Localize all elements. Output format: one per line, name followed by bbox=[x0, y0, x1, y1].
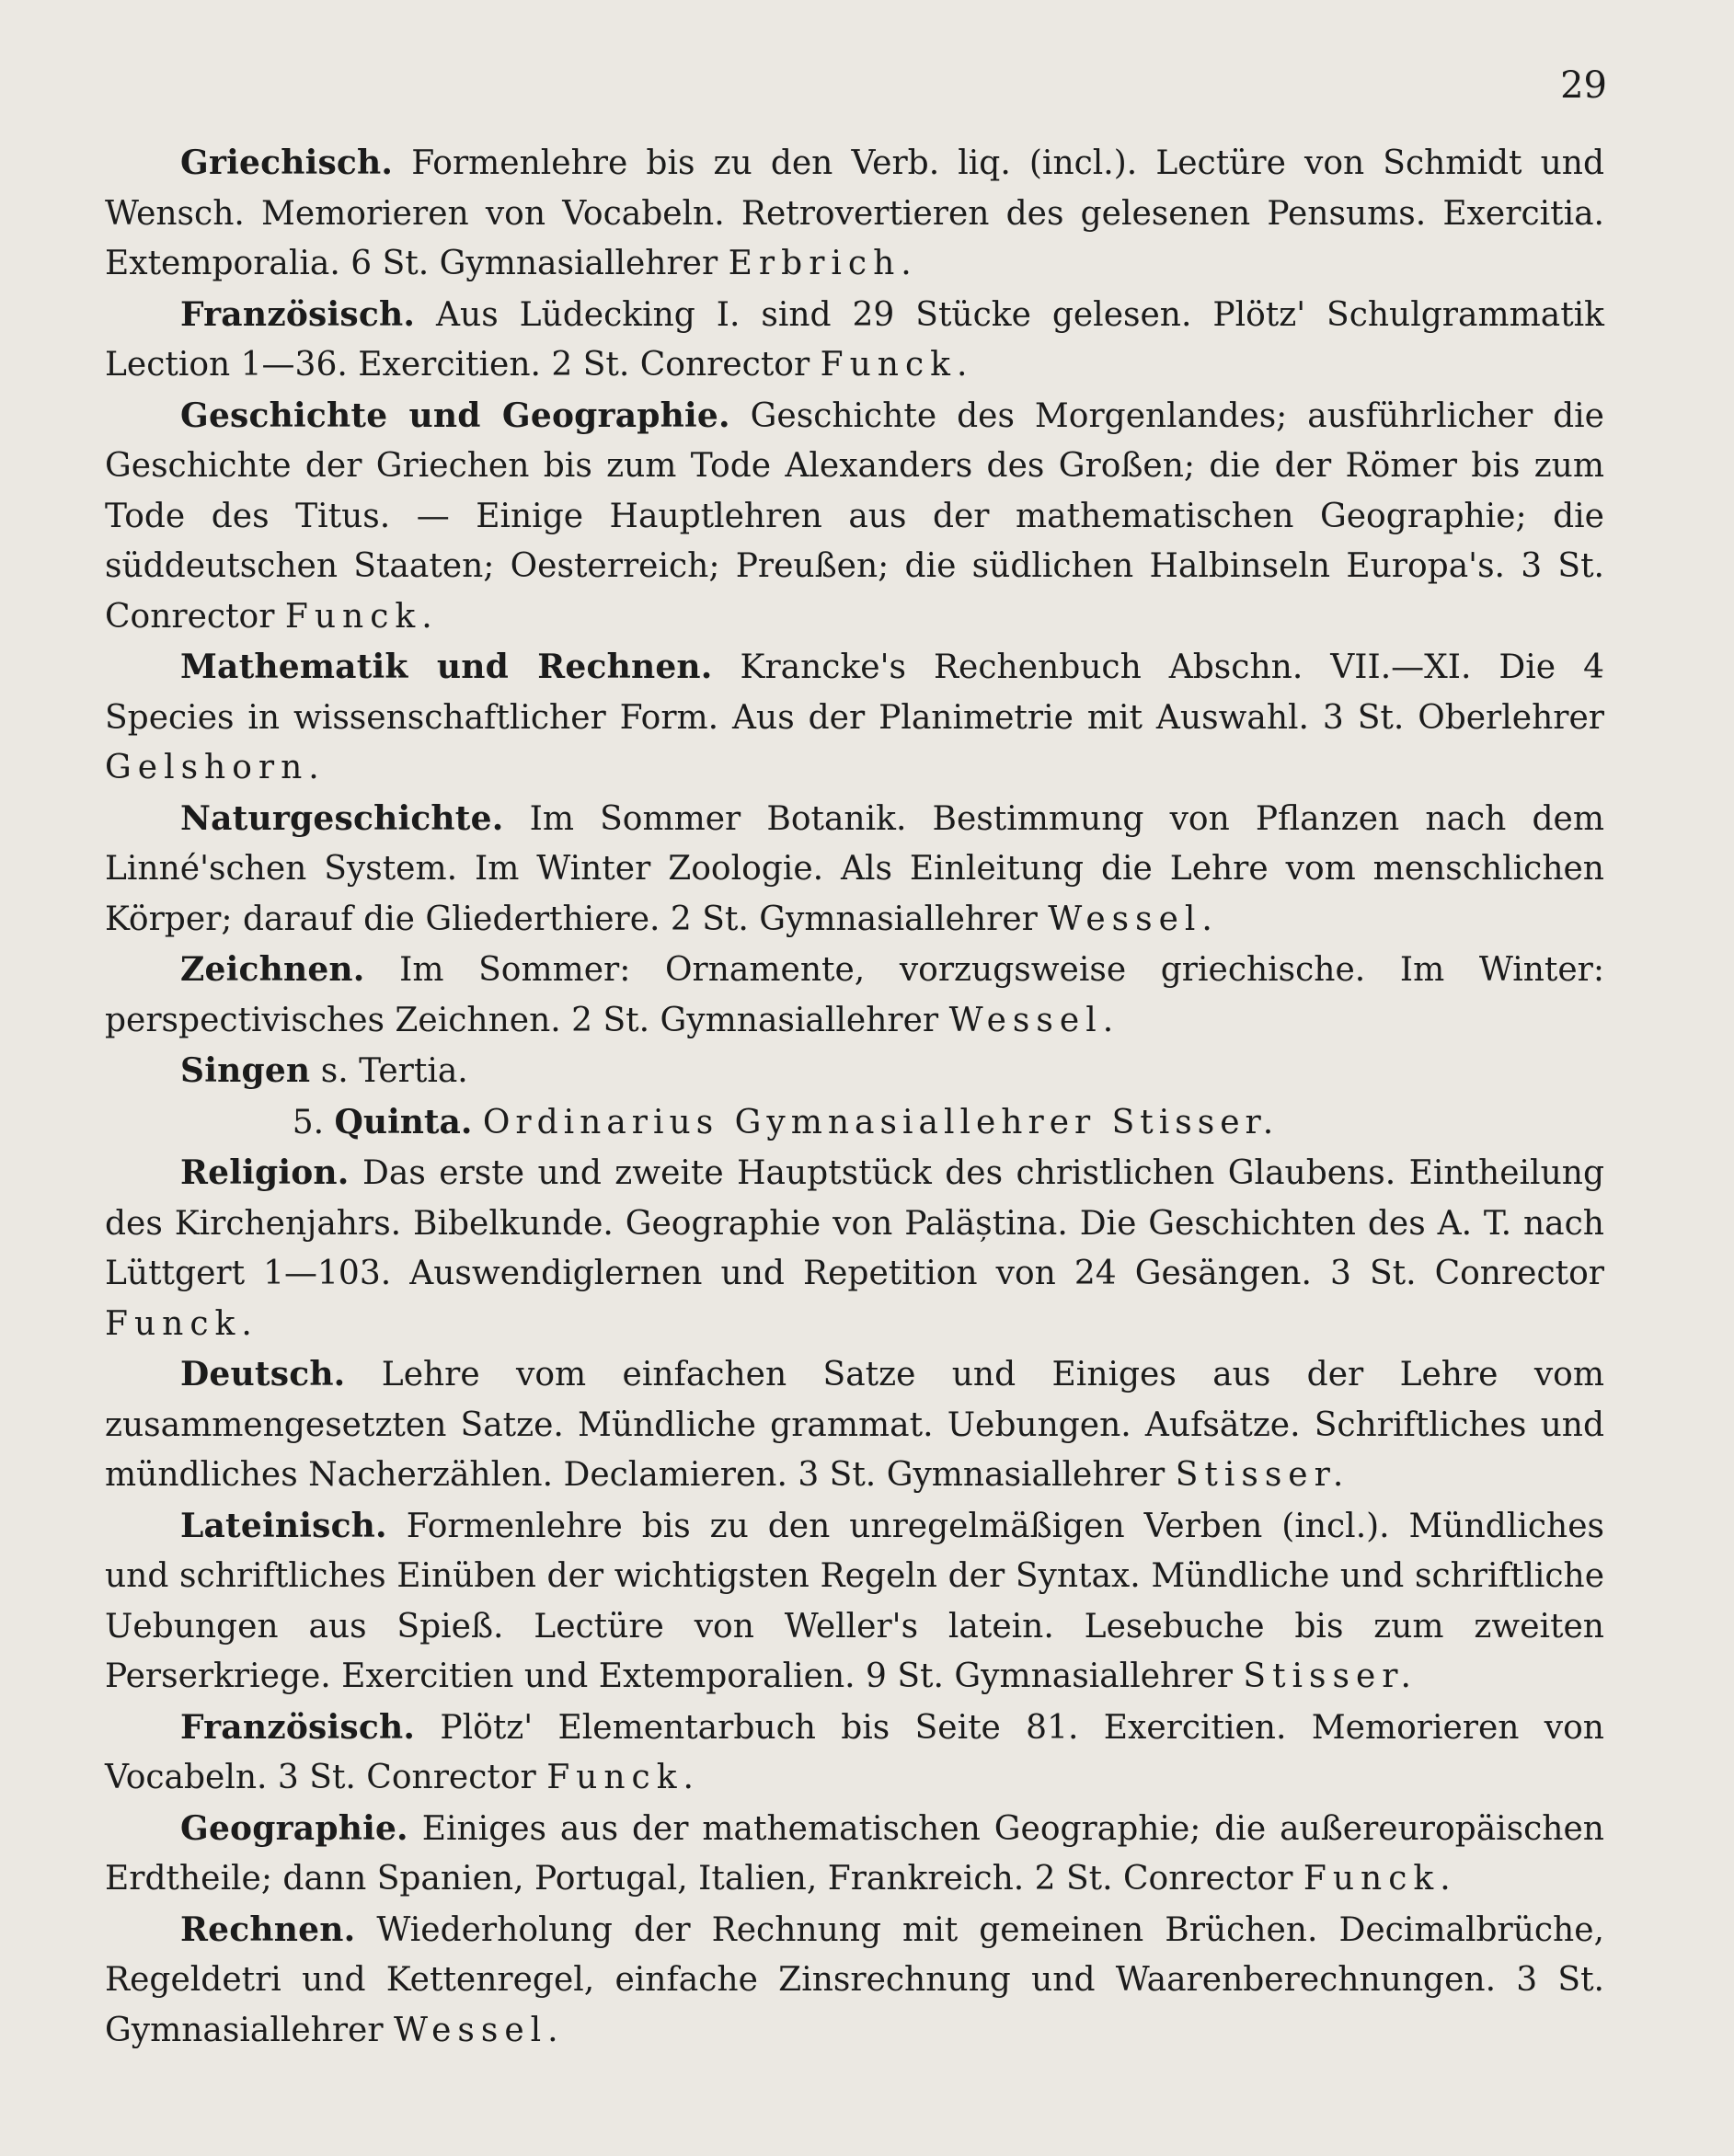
entry-mathematik bbox=[105, 642, 1604, 794]
entry-zeichnen bbox=[105, 945, 1604, 1046]
teacher-name: Gelshorn. bbox=[105, 749, 326, 786]
entry-franzoesisch-quinta bbox=[105, 1703, 1604, 1804]
teacher-name: Funck. bbox=[284, 597, 439, 636]
teacher-name: Wessel. bbox=[394, 2011, 565, 2049]
teacher-name: Funck. bbox=[1303, 1860, 1457, 1898]
entry-text: Lehre vom einfachen Satze und Einiges aus der Lehre vom zusammengesetzten Satze. Mündliche grammat. Uebungen. Aufsätze. Schriftliches und mündliches Nacherzählen. Declamieren. 3 St. Gymnasiallehrer bbox=[105, 1356, 1604, 1494]
entry-subject: Zeichnen. bbox=[180, 950, 365, 989]
entry-geschichte bbox=[105, 391, 1604, 643]
entry-subject: Geschichte und Geographie. bbox=[180, 396, 730, 435]
entry-subject: Griechisch. bbox=[180, 143, 394, 182]
entry-geographie bbox=[105, 1804, 1604, 1905]
section-title: Quinta. bbox=[334, 1102, 473, 1141]
entry-text: Geschichte des Morgenlandes; ausführlicher die Geschichte der Griechen bis zum Tode Alexanders des Großen; die der Römer bis zum Tode des Titus. — Einige Hauptlehren aus der mathematischen Geographie; die süddeutschen Staaten; Oesterreich; Preußen; die südlichen Halbinseln Europa's. 3 St. Conrector bbox=[105, 396, 1604, 636]
page-number: 29 bbox=[1560, 64, 1607, 107]
entry-subject: Rechnen. bbox=[180, 1909, 356, 1949]
entry-text: Das erste und zweite Hauptstück des christlichen Glaubens. Eintheilung des Kirchenjahrs. Bibelkunde. Geographie von Paläștina. Die Geschichten des A. T. nach Lüttgert 1—103. Auswendiglernen und Repetition von 24 Gesängen. 3 St. Conrector bbox=[105, 1154, 1604, 1292]
teacher-name: Wessel. bbox=[1048, 900, 1219, 938]
entry-subject: Naturgeschichte. bbox=[180, 798, 504, 838]
teacher-name: Funck. bbox=[546, 1759, 700, 1796]
entry-subject: Französisch. bbox=[180, 294, 416, 334]
section-number: 5. bbox=[292, 1103, 325, 1141]
section-ordinarius: Ordinarius Gymnasiallehrer Stisser. bbox=[482, 1103, 1280, 1141]
entry-subject: Geographie. bbox=[180, 1808, 408, 1848]
entry-subject: Französisch. bbox=[180, 1707, 416, 1747]
section-heading bbox=[105, 1097, 1604, 1149]
teacher-name: Stisser. bbox=[1243, 1657, 1418, 1695]
teacher-name: Wessel. bbox=[948, 1001, 1120, 1039]
entry-text: Formenlehre bis zu den Verb. liq. (incl.). Lectüre von Schmidt und Wensch. Memorieren von Vocabeln. Retrovertieren des gelesenen Pensums. Exercitia. Extemporalia. 6 St. Gymnasiallehrer bbox=[105, 144, 1604, 282]
entry-singen bbox=[105, 1046, 1604, 1097]
entry-subject: Mathematik und Rechnen. bbox=[180, 648, 713, 686]
page-content bbox=[105, 138, 1604, 2056]
entry-text: Plötz' Elementarbuch bis Seite 81. Exercitien. Memorieren von Vocabeln. 3 St. Conrector bbox=[105, 1708, 1604, 1796]
entry-franzoesisch bbox=[105, 290, 1604, 391]
entry-naturgeschichte bbox=[105, 794, 1604, 946]
teacher-name: Funck. bbox=[820, 346, 974, 384]
entry-text: Formenlehre bis zu den unregelmäßigen Verben (incl.). Mündliches und schriftliches Einüben der wichtigsten Regeln der Syntax. Mündliche und schriftliche Uebungen aus Spieß. Lectüre von Weller's latein. Lesebuche bis zum zweiten Perserkriege. Exercitien und Extemporalien. 9 St. Gymnasiallehrer bbox=[105, 1507, 1604, 1695]
entry-subject: Singen bbox=[180, 1051, 311, 1090]
entry-griechisch bbox=[105, 138, 1604, 290]
entry-lateinisch bbox=[105, 1501, 1604, 1703]
entry-religion bbox=[105, 1148, 1604, 1349]
entry-text: Im Sommer Botanik. Bestimmung von Pflanzen nach dem Linné'schen System. Im Winter Zoologie. Als Einleitung die Lehre vom menschlichen Körper; darauf die Gliederthiere. 2 St. Gymnasiallehrer bbox=[105, 799, 1604, 938]
teacher-name: Funck. bbox=[105, 1304, 258, 1343]
entry-text: Krancke's Rechenbuch Abschn. VII.—XI. Die 4 Species in wissenschaftlicher Form. Aus der Planimetrie mit Auswahl. 3 St. Oberlehrer bbox=[105, 648, 1605, 737]
teacher-name: Stisser. bbox=[1175, 1456, 1350, 1494]
entry-deutsch bbox=[105, 1349, 1604, 1501]
entry-subject: Lateinisch. bbox=[180, 1506, 387, 1545]
entry-text: Aus Lüdecking I. sind 29 Stücke gelesen. Plötz' Schulgrammatik Lection 1—36. Exercitien. 2 St. Conrector bbox=[105, 295, 1604, 384]
teacher-name: Erbrich. bbox=[728, 245, 918, 282]
entry-subject: Deutsch. bbox=[180, 1355, 346, 1393]
entry-subject: Religion. bbox=[180, 1153, 350, 1192]
entry-text: Wiederholung der Rechnung mit gemeinen Brüchen. Decimalbrüche, Regeldetri und Kettenregel, einfache Zinsrechnung und Waarenberechnungen. 3 St. Gymnasiallehrer bbox=[105, 1910, 1604, 2049]
entry-text: Einiges aus der mathematischen Geographie; die außereuropäischen Erdtheile; dann Spanien, Portugal, Italien, Frankreich. 2 St. Conrector bbox=[105, 1809, 1604, 1898]
entry-text: Im Sommer: Ornamente, vorzugsweise griechische. Im Winter: perspectivisches Zeichnen. 2 St. Gymnasiallehrer bbox=[105, 951, 1605, 1039]
entry-rechnen bbox=[105, 1905, 1604, 2057]
entry-text: s. Tertia. bbox=[320, 1052, 468, 1090]
